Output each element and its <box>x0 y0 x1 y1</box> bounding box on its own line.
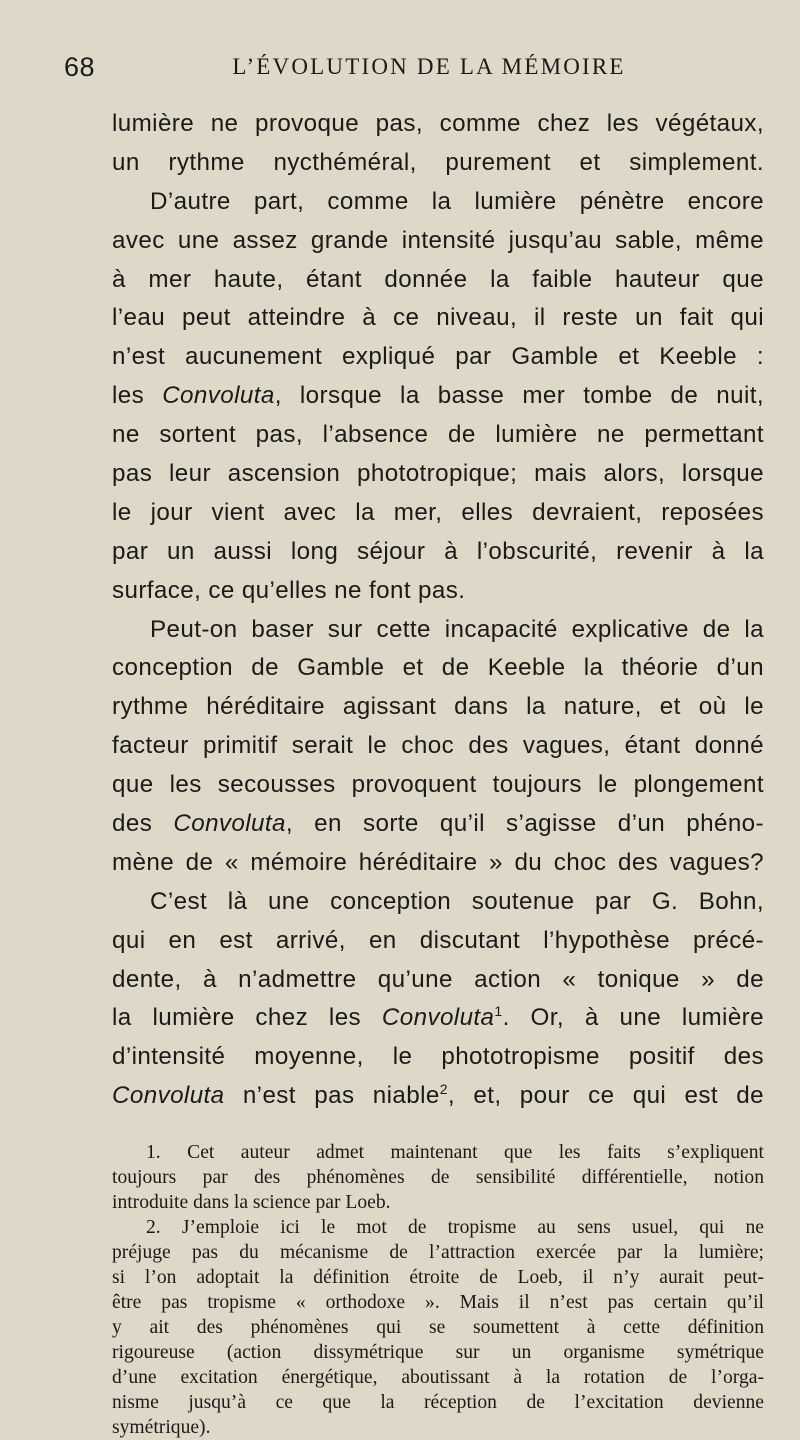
text-line: n’est aucunement expliqué par Gamble et Keeble : <box>112 343 764 371</box>
text-line: facteur primitif serait le choc des vagues, étant donné <box>112 732 764 760</box>
text-line: la lumière chez les Convoluta$^1$. Or, à une lumière <box>112 1003 764 1032</box>
page-header <box>64 52 764 96</box>
italic-term: Convoluta <box>162 382 275 410</box>
running-title: L’ÉVOLUTION DE LA MÉMOIRE <box>232 54 626 79</box>
text-line: rythme héréditaire agissant dans la nature, et où le <box>112 693 764 721</box>
text-line: le jour vient avec la mer, elles devraient, reposées <box>112 498 764 526</box>
text-line: pas leur ascension phototropique; mais alors, lorsque <box>112 460 764 488</box>
footnote-line: rigoureuse (action dissymétrique sur un organisme symétrique <box>112 1342 764 1363</box>
footnote-line: si l’on adoptait la définition étroite de Loeb, il n’y aurait peut- <box>112 1267 764 1288</box>
text-line: lumière ne provoque pas, comme chez les végétaux, <box>112 110 764 137</box>
footnote-line: d’une excitation énergétique, aboutissant à la rotation de l’orga- <box>112 1367 764 1388</box>
italic-term: Convoluta <box>173 810 286 838</box>
italic-term: Convoluta <box>381 1004 495 1032</box>
text-line: dente, à n’admettre qu’une action « tonique » de <box>112 965 764 993</box>
footnote-line: être pas tropisme « orthodoxe ». Mais il n’est pas certain qu’il <box>112 1292 764 1313</box>
text-line: Convoluta n’est pas niable$^2$, et, pour ce qui est de <box>112 1081 765 1110</box>
text-line: surface, ce qu’elles ne font pas. <box>112 576 466 604</box>
text-line: conception de Gamble et de Keeble la théorie d’un <box>112 654 764 682</box>
footnote-line: nisme jusqu’à ce que la réception de l’excitation devienne <box>112 1392 764 1413</box>
text-line: mène de « mémoire héréditaire » du choc des vagues? <box>112 848 764 876</box>
italic-term: Convoluta <box>112 1082 225 1110</box>
main-text <box>112 105 764 1116</box>
footnote-line: 2. J’emploie ici le mot de tropisme au sens usuel, qui ne <box>146 1217 764 1238</box>
footnote-ref: 2 <box>439 1081 448 1098</box>
page-number: 68 <box>64 52 96 82</box>
footnote-line: symétrique). <box>112 1417 211 1438</box>
text-line: C’est là une conception soutenue par G. Bohn, <box>150 887 764 915</box>
text-line: des Convoluta, en sorte qu’il s’agisse d’un phéno- <box>112 810 764 838</box>
text-line: Peut-on baser sur cette incapacité explicative de la <box>150 615 764 643</box>
footnote-line: préjuge pas du mécanisme de l’attraction exercée par la lumière; <box>112 1242 764 1263</box>
footnote-line: toujours par des phénomènes de sensibilité différentielle, notion <box>112 1167 764 1188</box>
footnote-line: 1. Cet auteur admet maintenant que les faits s’expliquent <box>146 1142 764 1163</box>
text-line: à mer haute, étant donnée la faible hauteur que <box>112 265 764 293</box>
footnote-ref: 1 <box>494 1003 503 1020</box>
text-line: les Convoluta, lorsque la basse mer tombe de nuit, <box>112 382 764 410</box>
text-line: un rythme nycthéméral, purement et simplement. <box>112 148 764 176</box>
text-line: par un aussi long séjour à l’obscurité, revenir à la <box>112 537 764 565</box>
footnote-line: y ait des phénomènes qui se soumettent à cette définition <box>112 1317 764 1338</box>
text-line: que les secousses provoquent toujours le plongement <box>112 771 764 799</box>
text-line: avec une assez grande intensité jusqu’au sable, même <box>112 226 764 254</box>
text-line: qui en est arrivé, en discutant l’hypothèse précé- <box>112 926 764 954</box>
footnotes <box>112 1140 764 1440</box>
text-line: D’autre part, comme la lumière pénètre encore <box>150 187 764 215</box>
text-line: d’intensité moyenne, le phototropisme positif des <box>112 1043 764 1071</box>
text-line: l’eau peut atteindre à ce niveau, il reste un fait qui <box>112 304 764 332</box>
footnote-line: introduite dans la science par Loeb. <box>112 1192 391 1213</box>
text-line: ne sortent pas, l’absence de lumière ne permettant <box>112 421 764 449</box>
